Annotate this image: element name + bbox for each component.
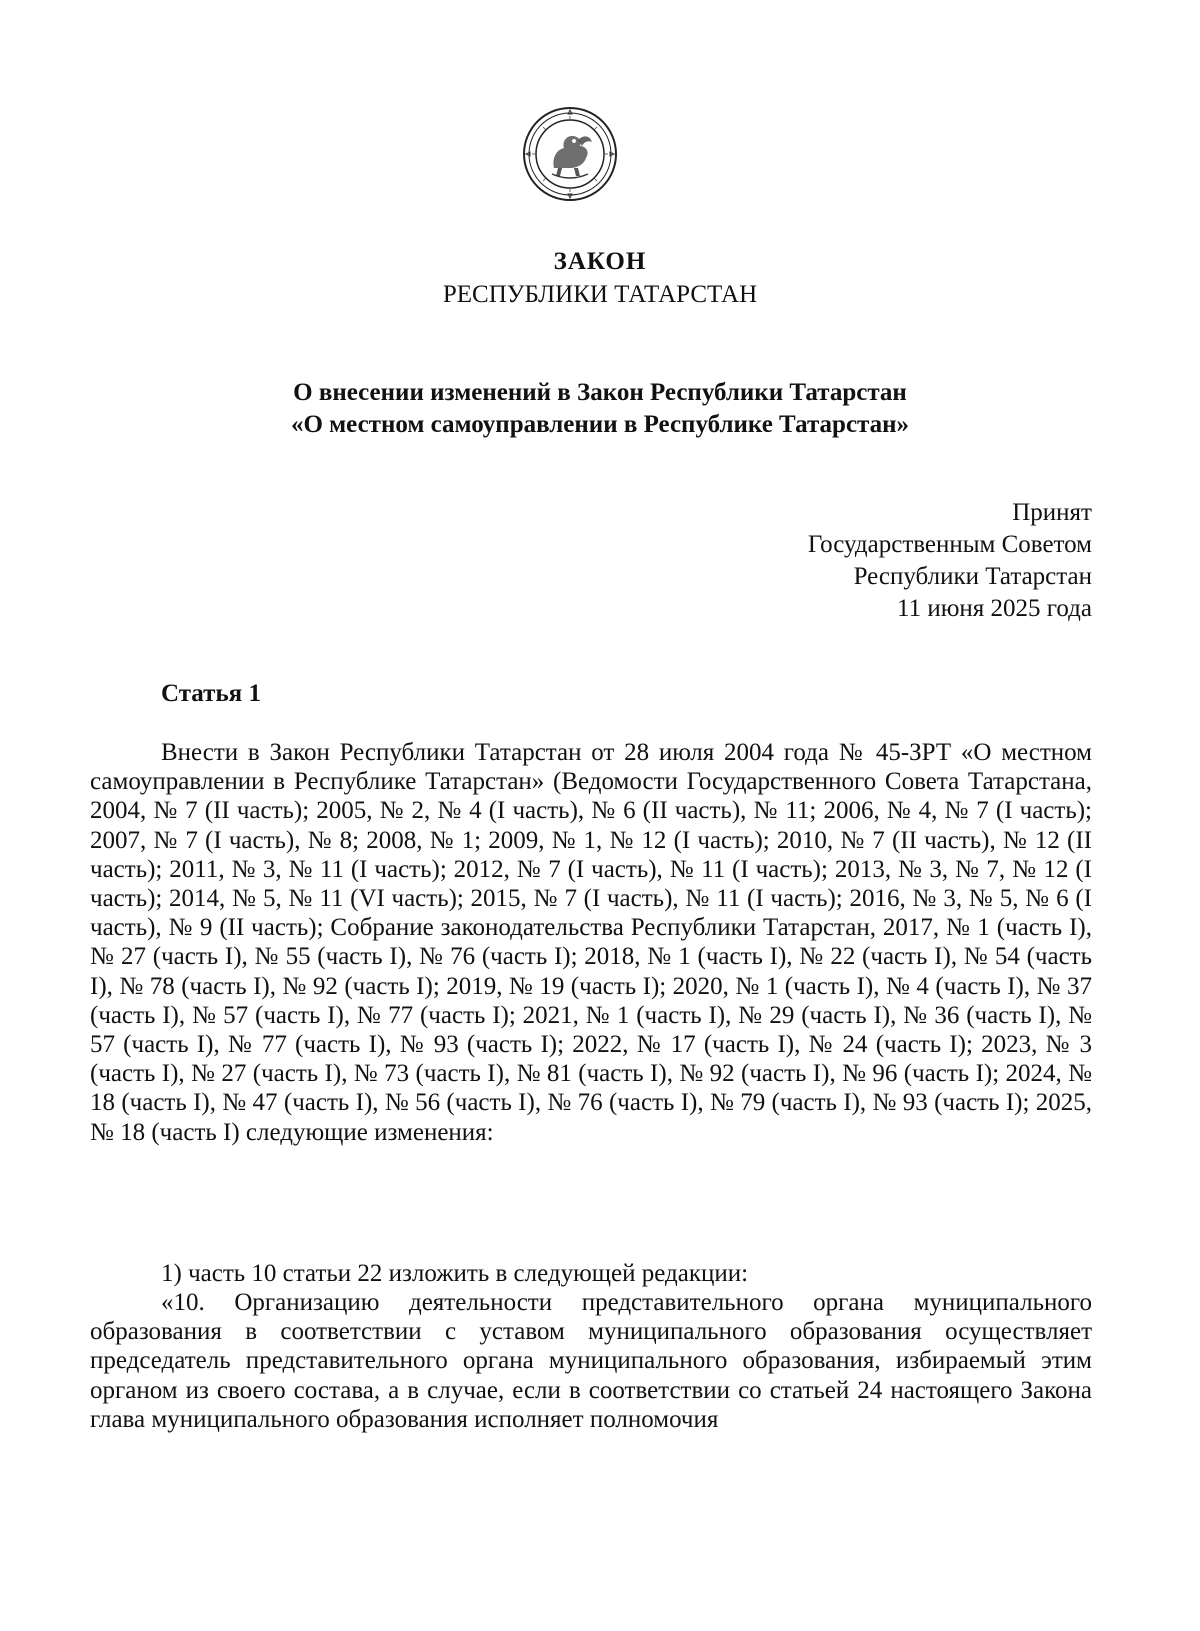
quote-paragraph (90, 1288, 1092, 1434)
adoption-line-2: Государственным Советом (807, 531, 1092, 558)
republic-title: РЕСПУБЛИКИ ТАТАРСТАН (442, 281, 758, 308)
coat-of-arms-icon (522, 106, 618, 202)
law-title: ЗАКОН (553, 248, 647, 275)
quote-text: «10. Организацию деятельности представительного органа муниципального образования в соответствии с уставом муниципального образования осуществляет председатель представительного органа муниципального образования, избираемый этим органом из своего состава, а в случае, если в соответствии со статьей 24 настоящего Закона глава муниципального образования исполняет полномочия (90, 1289, 1092, 1433)
law-subject (0, 377, 1200, 441)
adoption-line-3: Республики Татарстан (853, 563, 1092, 590)
item-1-paragraph (90, 1259, 1092, 1288)
article-intro-paragraph (90, 738, 1092, 1147)
item-1-text: 1) часть 10 статьи 22 изложить в следующей редакции: (161, 1260, 749, 1287)
adoption-date: 11 июня 2025 года (897, 595, 1092, 622)
intro-text: Внести в Закон Республики Татарстан от 28 июля 2004 года № 45-ЗРТ «О местном самоуправлении в Республике Татарстан» (Ведомости Государственного Совета Татарстана, 2004, № 7 (II часть); 2005, № 2, № 4 (I часть), № 6 (II часть), № 11; 2006, № 4, № 7 (I часть); 2007, № 7 (I часть), № 8; 2008, № 1; 2009, № 1, № 12 (I часть); 2010, № 7 (II часть), № 12 (II часть); 2011, № 3, № 11 (I часть); 2012, № 7 (I часть), № 11 (I часть); 2013, № 3, № 7, № 12 (I часть); 2014, № 5, № 11 (VI часть); 2015, № 7 (I часть), № 11 (I часть); 2016, № 3, № 5, № 6 (I часть), № 9 (II часть); Собрание законодательства Республики Татарстан, 2017, № 1 (часть I), № 27 (часть I), № 55 (часть I), № 76 (часть I); 2018, № 1 (часть I), № 22 (часть I), № 54 (часть I), № 78 (часть I), № 92 (часть I); 2019, № 19 (часть I); 2020, № 1 (часть I), № 4 (часть I), № 37 (часть I), № 57 (часть I), № 77 (часть I); 2021, № 1 (часть I), № 29 (часть I), № 36 (часть I), № 57 (часть I), № 77 (часть I), № 93 (часть I); 2022, № 17 (часть I), № 24 (часть I); 2023, № 3 (часть I), № 27 (часть I), № 73 (часть I), № 81 (часть I), № 92 (часть I), № 96 (часть I); 2024, № 18 (часть I), № 47 (часть I), № 56 (часть I), № 76 (часть I), № 79 (часть I), № 93 (часть I); 2025, № 18 (часть I) следующие изменения: (90, 739, 1092, 1146)
article-heading: Статья 1 (161, 680, 261, 707)
subject-line-1: О внесении изменений в Закон Республики Татарстан (293, 379, 907, 406)
adoption-block (808, 497, 1092, 625)
adoption-line-1: Принят (1012, 499, 1092, 526)
subject-line-2: «О местном самоуправлении в Республике Татарстан» (290, 411, 910, 438)
